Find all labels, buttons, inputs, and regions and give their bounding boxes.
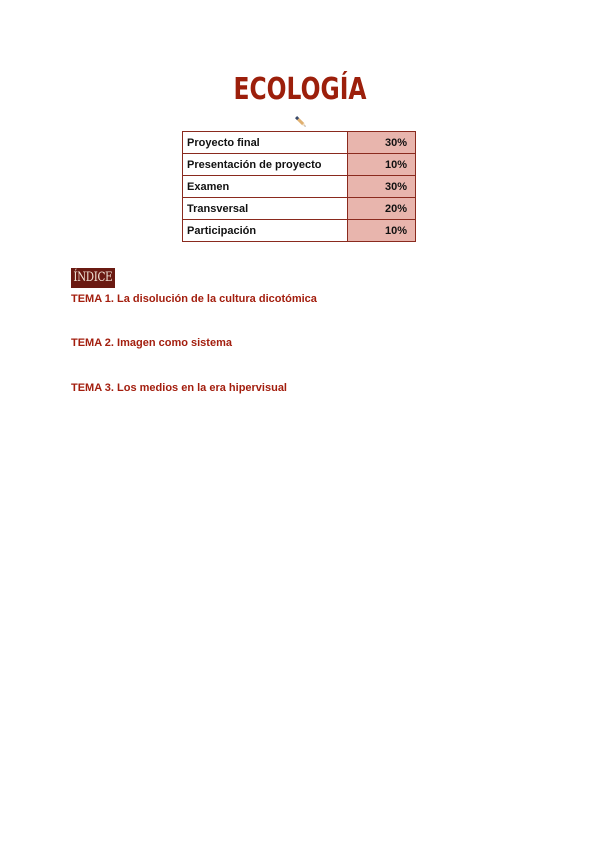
grade-value: 20%	[348, 198, 416, 220]
topic-link-1[interactable]: TEMA 1. La disolución de la cultura dicotómica	[71, 293, 317, 305]
topic-link-3[interactable]: TEMA 3. Los medios en la era hipervisual	[71, 382, 287, 394]
grade-weights-table	[182, 131, 416, 242]
grade-label: Examen	[183, 176, 348, 198]
grade-value: 10%	[348, 154, 416, 176]
topic-link-2[interactable]: TEMA 2. Imagen como sistema	[71, 337, 232, 349]
grade-label: Proyecto final	[183, 132, 348, 154]
index-heading: ÍNDICE	[71, 268, 115, 288]
table-row	[183, 198, 416, 220]
table-row	[183, 154, 416, 176]
table-row	[183, 132, 416, 154]
grade-label: Presentación de proyecto	[183, 154, 348, 176]
table-row	[183, 176, 416, 198]
pencil-icon	[293, 114, 309, 130]
table-row	[183, 220, 416, 242]
grade-value: 30%	[348, 176, 416, 198]
grade-label: Participación	[183, 220, 348, 242]
grade-label: Transversal	[183, 198, 348, 220]
grade-value: 10%	[348, 220, 416, 242]
document-title: ECOLOGÍA	[233, 72, 367, 107]
grade-value: 30%	[348, 132, 416, 154]
